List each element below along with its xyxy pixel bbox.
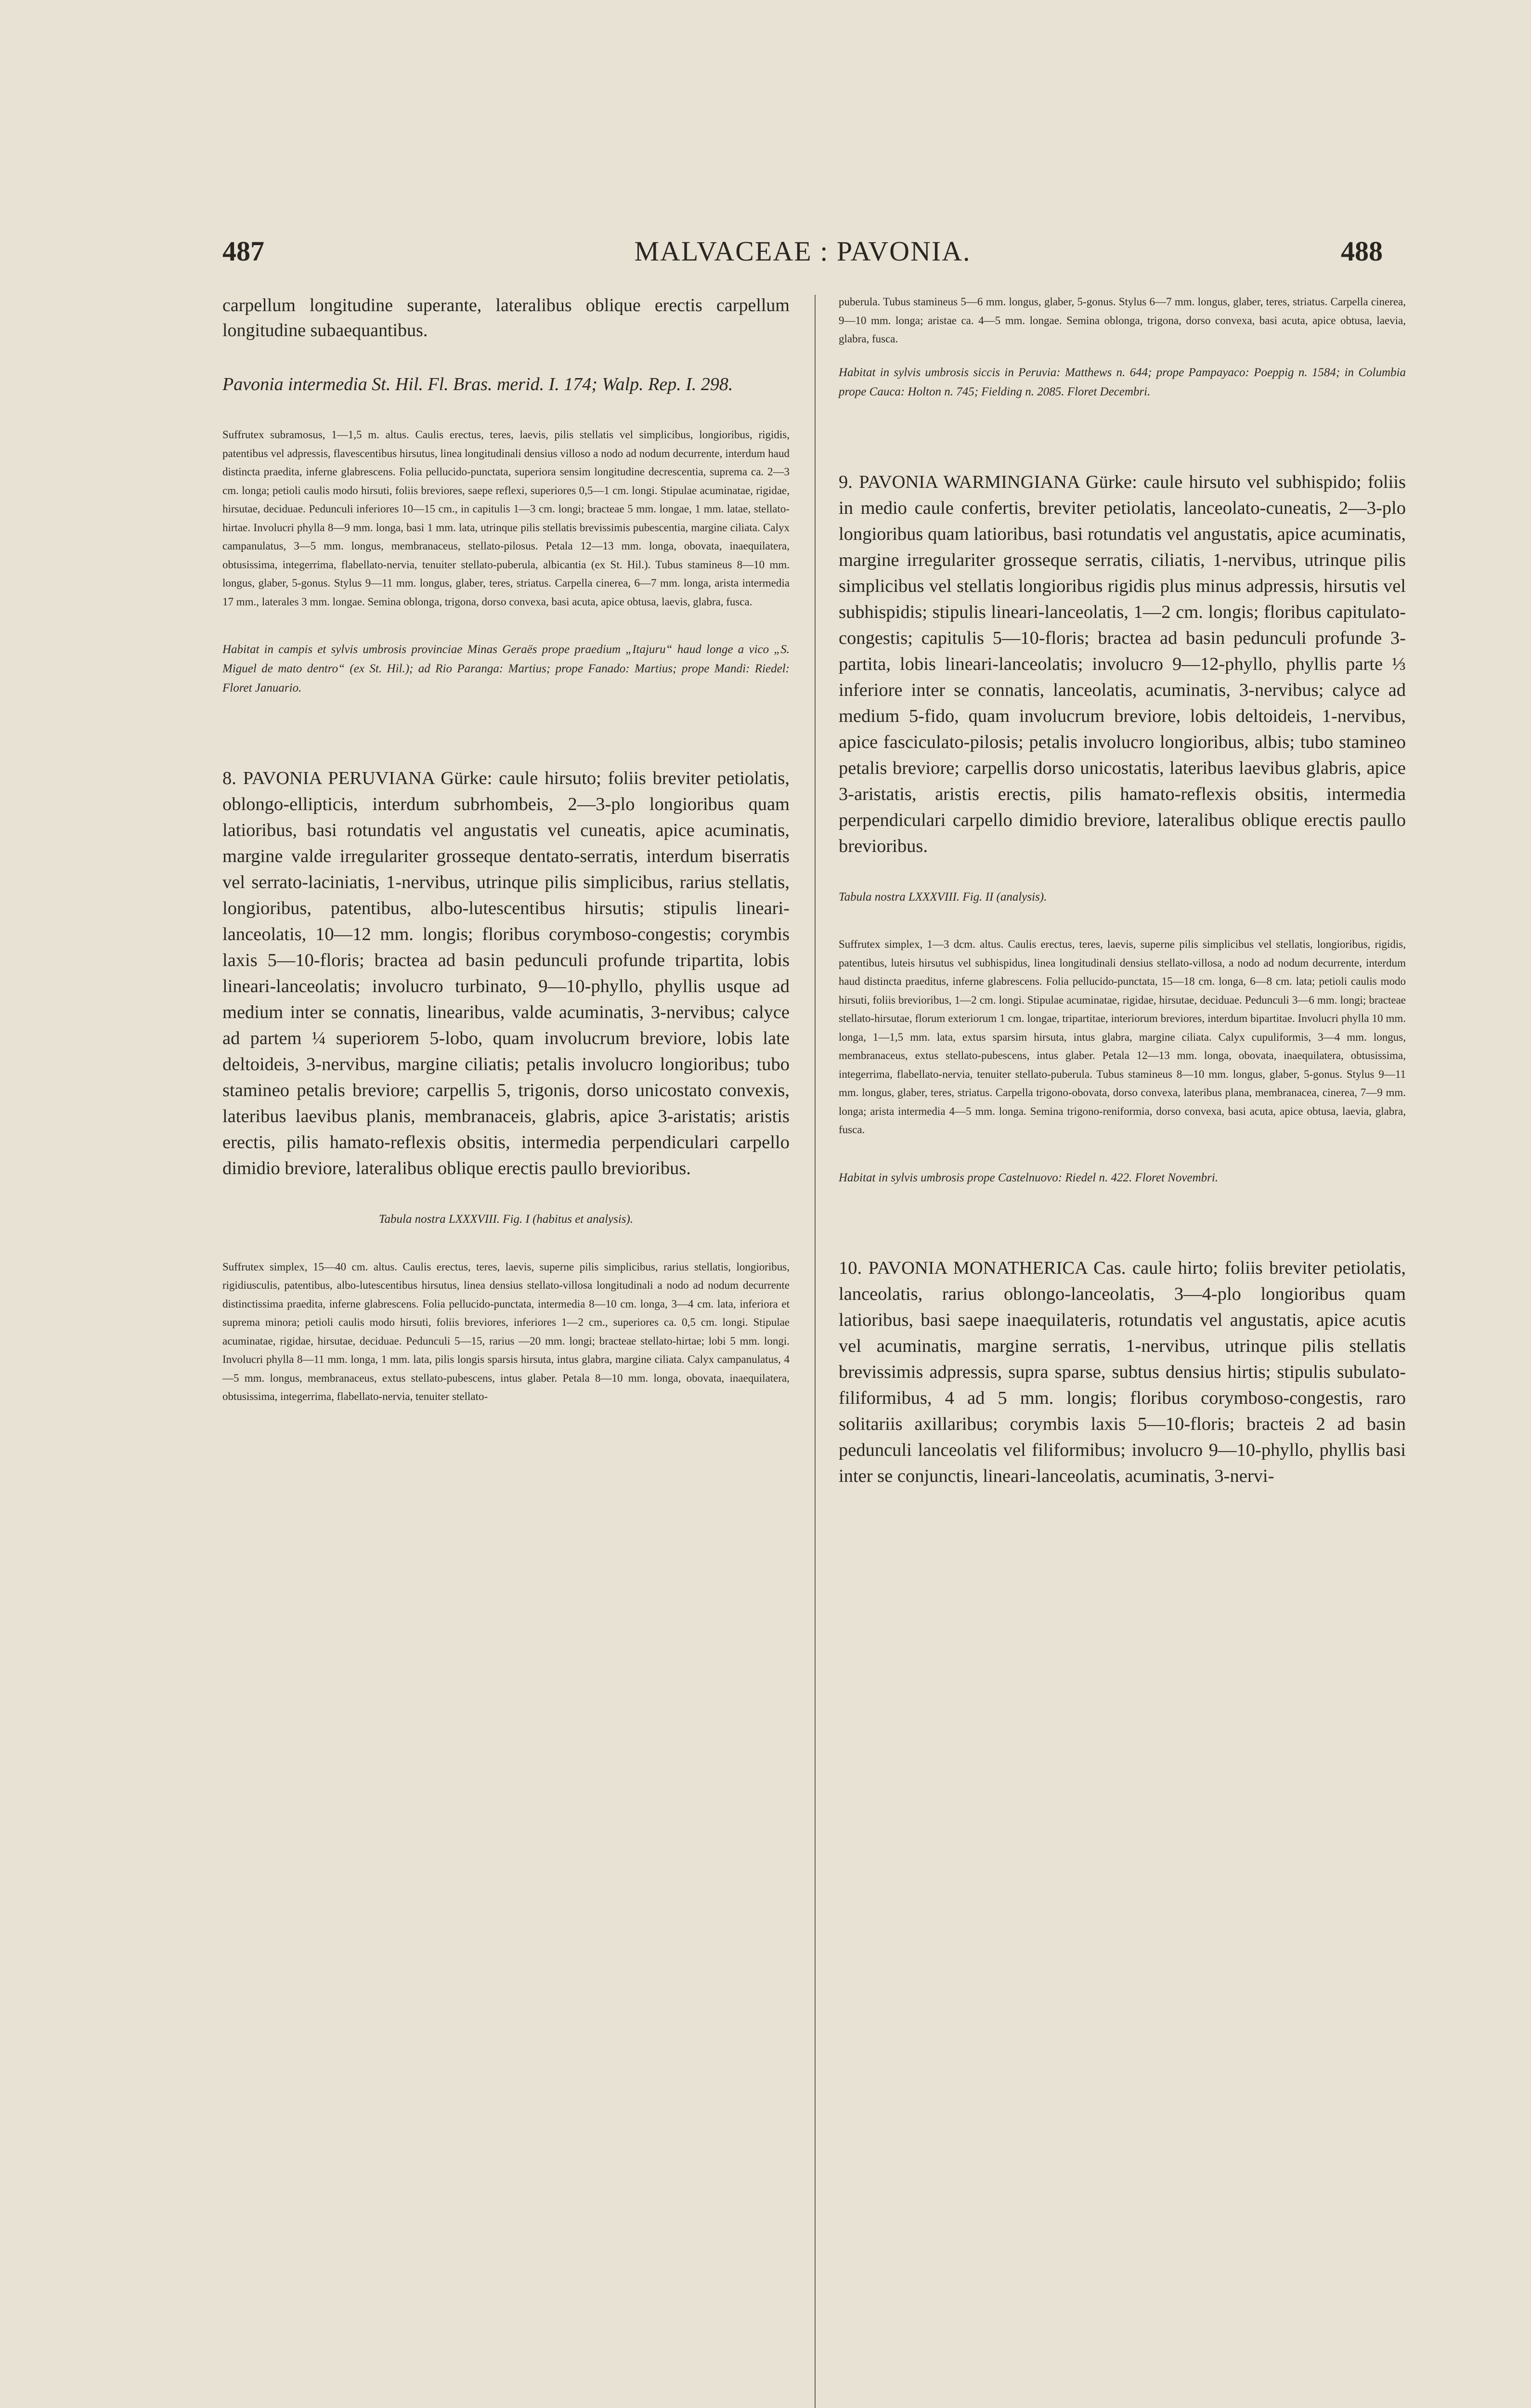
tabula-species-8: Tabula nostra LXXXVIII. Fig. I (habitus et analysis). xyxy=(378,1213,634,1226)
continuation-text: carpellum longitudine superante, lateralibus oblique erectis carpellum longitudine subaequantibus. xyxy=(222,295,790,340)
description-species-9: Suffrutex simplex, 1—3 dcm. altus. Caulis erectus, teres, laevis, superne pilis simplicibus vel stellatis, longioribus, rigidis, patentibus, luteis hirsutus vel subhispidus, linea longitudinali densius stellato-villosa, a nodo ad nodum decurrente, interdum haud distincta praeditus, inferne glabrescens. Folia pellucido-punctata, 15—18 cm. longa, 6—8 cm. lata; petioli caulis modo hirsuti, foliis brevioribus, 1—2 cm. longi. Stipulae acuminatae, rigidae, hirsutae, deciduae. Pedunculi 3—6 mm. longi; bracteae stellato-hirsutae, florum exteriorum 1 cm. longae, tripartitae, interiorum breviores, interdum bipartitae. Involucri phylla 10 mm. longa, 1—1,5 mm. lata, extus sparsim hirsuta, intus glabra, margine ciliata. Calyx cupuliformis, 3—4 mm. longus, membranaceus, extus stellato-pubescens, intus glaber. Petala 12—13 mm. longa, obovata, inaequilatera, obtusissima, integerrima, flabellato-nervia, tenuiter stellato-puberula. Tubus stamineus 8—10 mm. longus, glaber, 5-gonus. Stylus 9—11 mm. longus, glaber, teres, striatus. Carpella trigono-obovata, dorso convexa, lateribus plana, membranacea, cinerea, 7—9 mm. longa; arista intermedia 4—5 mm. longa. Semina trigono-reniformia, dorso convexa, basi acuta, apice obtusa, laevia, glabra, fusca. xyxy=(839,938,1406,1136)
species-8-heading: 8. PAVONIA PERUVIANA Gürke: xyxy=(222,768,493,788)
description-pavonia-intermedia: Suffrutex subramosus, 1—1,5 m. altus. Caulis erectus, teres, laevis, pilis stellatis vel simplicibus, longioribus, rigidis, patentibus vel adpressis, flavescentibus hirsutus, linea longitudinali densius villoso a nodo ad nodum decurrente, interdum haud distincta praedita, inferne glabrescens. Folia pellucido-punctata, superiora sensim longitudine decrescentia, suprema ca. 2—3 cm. longa; petioli caulis modo hirsuti, foliis breviores, saepe reflexi, superiores 0,5—1 cm. longi. Stipulae acuminatae, rigidae, hirsutae, deciduae. Pedunculi inferiores 10—15 cm., in capitulis 1—3 cm. longi; bracteae 5 mm. longae, 1 mm. latae, stellato-hirtae. Involucri phylla 8—9 mm. longa, basi 1 mm. lata, utrinque pilis stellatis brevissimis pubescentia, margine ciliata. Calyx campanulatus, 3—5 mm. longus, membranaceus, stellato-pilosus. Petala 12—13 mm. longa, obovata, inaequilatera, obtusissima, integerrima, flabellato-nervia, tenuiter stellato-puberula, albicantia (ex St. Hil.). Tubus stamineus 8—10 mm. longus, glaber, 5-gonus. Stylus 9—11 mm. longus, glaber, teres, striatus. Carpella cinerea, 6—7 mm. longa, arista intermedia 17 mm., laterales 3 mm. longae. Semina oblonga, trigona, dorso convexa, basi acuta, apice obtusa, laevis, glabra, fusca. xyxy=(222,429,790,608)
species-9-heading: 9. PAVONIA WARMINGIANA Gürke: xyxy=(839,471,1137,492)
species-9-text: caule hirsuto vel subhispido; foliis in medio caule confertis, breviter petiolatis, lanceolato-cuneatis, 2—3-plo longioribus quam latioribus, basi rotundatis vel angustatis, apice acuminatis, margine irregulariter grosseque serratis, ciliatis, 1-nervibus, utrinque pilis simplicibus vel stellatis longioribus rigidis plus minus adpressis, hirsutis vel subhispidis; stipulis lineari-lanceolatis, 1—2 cm. longis; floribus capitulato-congestis; capitulis 5—10-floris; bractea ad basin pedunculi profunde 3-partita, lobis lineari-lanceolatis; involucro 9—12-phyllo, phyllis parte ⅓ inferiore inter se connatis, lanceolatis, acuminatis, 3-nervibus; calyce ad medium 5-fido, quam involucrum breviore, lobis deltoideis, 1-nervibus, apice fasciculato-pilosis; petalis involucro longioribus, albis; tubo stamineo petalis breviore; carpellis dorso unicostatis, lateribus laevibus glabris, apice 3-aristatis, aristis erectis, pilis hamato-reflexis obsitis, intermedia perpendiculari carpello dimidio breviore, lateralibus oblique erectis paullo brevioribus. xyxy=(839,471,1406,856)
column-divider xyxy=(815,295,816,2408)
species-8-diagnosis xyxy=(222,765,790,1181)
running-title: MALVACEAE : PAVONIA. xyxy=(634,236,971,267)
species-10-text: caule hirto; foliis breviter petiolatis, lanceolatis, rarius oblongo-lanceolatis, 3—4-plo longioribus quam latioribus, basi saepe inaequilateris, rotundatis vel angustatis, apice acutis vel acuminatis, margine serratis, 1-nervibus, utrinque pilis stellatis brevissimis adpressis, supra sparse, subtus densius hirtis; stipulis subulato-filiformibus, 4 ad 5 mm. longis; floribus corymboso-congestis, raro solitariis axillaribus; corymbis laxis 5—10-floris; bracteis 2 ad basin pedunculi lanceolatis vel filiformibus; involucro 9—10-phyllo, phyllis basi inter se conjunctis, lineari-lanceolatis, acuminatis, 3-nervi- xyxy=(839,1257,1406,1486)
tabula-species-9: Tabula nostra LXXXVIII. Fig. II (analysis). xyxy=(839,890,1047,903)
species-9-diagnosis xyxy=(839,469,1406,859)
species-10-heading: 10. PAVONIA MONATHERICA Cas. xyxy=(839,1257,1126,1278)
left-column xyxy=(222,293,790,1406)
habitat-species-8: Habitat in sylvis umbrosis siccis in Peruvia: Matthews n. 644; prope Pampayaco: Poeppig n. 1584; in Columbia prope Cauca: Holton n. 745; Fielding n. 2085. Floret Decembri. xyxy=(839,366,1406,398)
reference-pavonia-intermedia: Pavonia intermedia St. Hil. Fl. Bras. merid. I. 174; Walp. Rep. I. 298. xyxy=(222,374,733,394)
habitat-species-9: Habitat in sylvis umbrosis prope Castelnuovo: Riedel n. 422. Floret Novembri. xyxy=(839,1171,1219,1184)
species-10-diagnosis xyxy=(839,1255,1406,1489)
description-species-8: Suffrutex simplex, 15—40 cm. altus. Caulis erectus, teres, laevis, superne pilis simplicibus, rarius stellatis, longioribus, rigidiusculis, patentibus, albo-lutescentibus hirsutus, linea densius stellato-villosa longitudinali a nodo ad nodum decurrente distinctissima praedita, inferne glabrescens. Folia pellucido-punctata, intermedia 8—10 cm. longa, 3—4 cm. lata, inferiora et suprema minora; petioli caulis modo hirsuti, foliis breviores, inferiores 1—2 cm., superiores ca. 0,5 cm. longi. Stipulae acuminatae, rigidae, hirsutae, deciduae. Pedunculi 5—15, rarius —20 mm. longi; bracteae stellato-hirtae; lobi 5 mm. longi. Involucri phylla 8—11 mm. longa, 1 mm. lata, pilis longis sparsis hirsuta, intus glabra, margine ciliata. Calyx campanulatus, 4—5 mm. longus, membranaceus, extus stellato-pubescens, intus glaber. Petala 8—10 mm. longa, obovata, inaequilatera, obtusissima, integerrima, flabellato-nervia, tenuiter stellato- xyxy=(222,1260,790,1402)
page-number-left: 487 xyxy=(222,236,264,267)
species-8-text: caule hirsuto; foliis breviter petiolatis, oblongo-ellipticis, interdum subrhombeis, 2—3-plo longioribus quam latioribus, basi rotundatis vel angustatis vel cuneatis, apice acuminatis, margine valde irregulariter grosseque dentato-serratis, interdum biserratis vel serrato-laciniatis, 1-nervibus, utrinque pilis simplicibus, rarius stellatis, longioribus, patentibus, albo-lutescentibus hirsutis; stipulis lineari-lanceolatis, 10—12 mm. longis; floribus corymboso-congestis; corymbis laxis 5—10-floris; bractea ad basin pedunculi profunde tripartita, lobis lineari-lanceolatis; involucro turbinato, 9—10-phyllo, phyllis usque ad medium inter se connatis, linearibus, valde acuminatis, 3-nervibus; calyce ad partem ¼ superiorem 5-lobo, quam involucrum breviore, lobis late deltoideis, 3-nervibus, margine ciliatis; petalis involucro longioribus; tubo stamineo petalis breviore; carpellis 5, trigonis, dorso unicostato convexis, lateribus laevibus planis, membranaceis, glabris, apice 3-aristatis; aristis erectis, pilis hamato-reflexis obsitis, intermedia perpendiculari carpello dimidio breviore, lateralibus oblique erectis paullo brevioribus. xyxy=(222,768,790,1178)
habitat-pavonia-intermedia: Habitat in campis et sylvis umbrosis provinciae Minas Geraës prope praedium „Itajuru“ haud longe a vico „S. Miguel de mato dentro“ (ex St. Hil.); ad Rio Paranga: Martius; prope Fanado: Martius; prope Mandi: Riedel: Floret Januario. xyxy=(222,643,790,694)
page-header xyxy=(222,235,1383,274)
continuation-species-8: puberula. Tubus stamineus 5—6 mm. longus, glaber, 5-gonus. Stylus 6—7 mm. longus, glaber, teres, striatus. Carpella cinerea, 9—10 mm. longa; aristae ca. 4—5 mm. longae. Semina oblonga, trigona, dorso convexa, basi acuta, apice obtusa, laevia, glabra, fusca. xyxy=(839,296,1406,345)
page-number-right: 488 xyxy=(1341,236,1383,267)
right-column xyxy=(839,293,1406,1489)
